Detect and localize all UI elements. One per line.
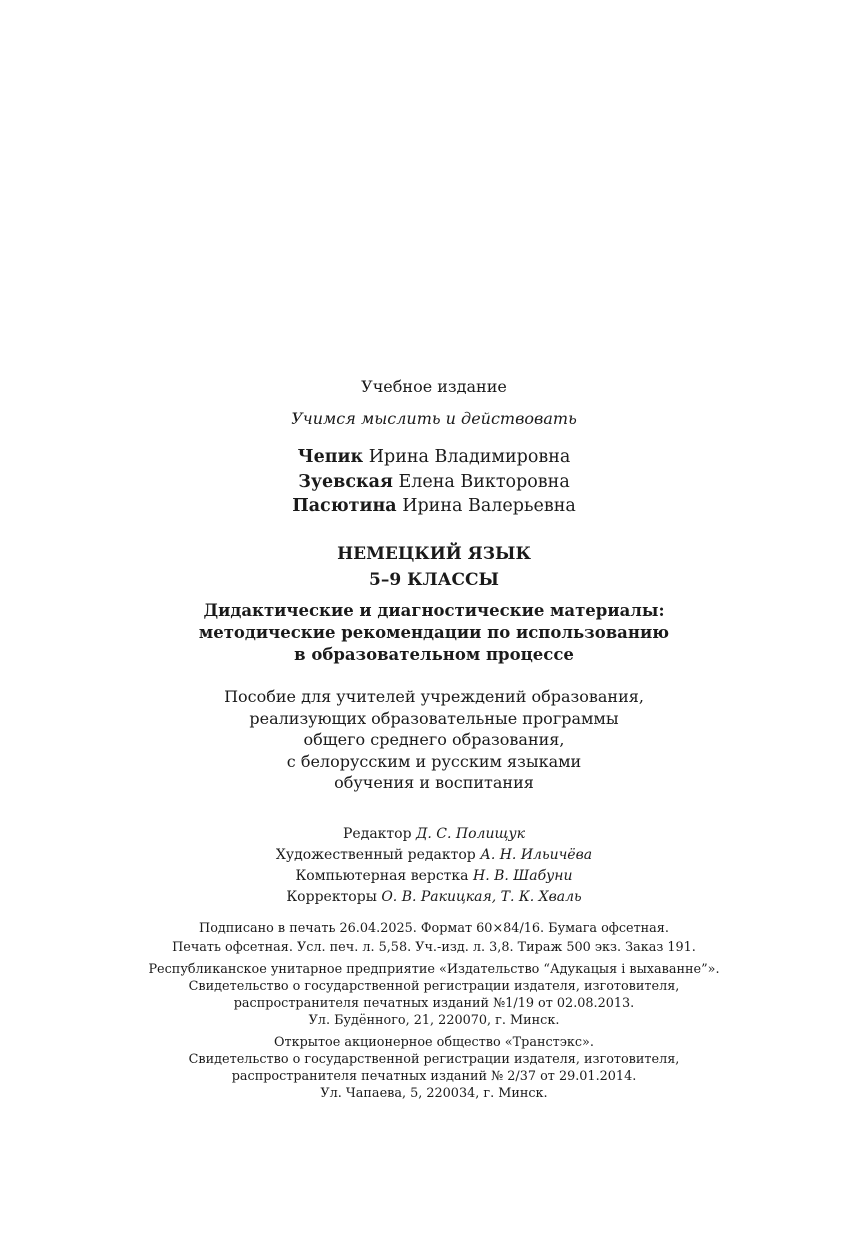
author-surname: Зуевская — [298, 471, 393, 492]
author-given-name: Елена Викторовна — [398, 471, 570, 492]
series-title — [0, 408, 868, 430]
credit-name: Д. С. Полищук — [416, 826, 525, 842]
publisher-line: Республиканское унитарное предприятие «Издательство “Адукацыя і выхаванне”». — [148, 962, 720, 977]
series-title-text: Учимся мыслить и действовать — [291, 409, 577, 428]
credit-role: Художественный редактор — [275, 847, 476, 863]
author-line — [0, 445, 868, 470]
credit-role: Редактор — [343, 826, 412, 842]
purpose-line: реализующих образовательные программы — [249, 708, 619, 728]
edition-type-text: Учебное издание — [361, 377, 507, 396]
printer-line: Свидетельство о государственной регистрации издателя, изготовителя, — [188, 1052, 680, 1067]
credit-line — [0, 845, 868, 866]
credit-line — [0, 887, 868, 908]
publisher-line: Свидетельство о государственной регистрации издателя, изготовителя, — [188, 979, 680, 994]
author-given-name: Ирина Владимировна — [368, 447, 571, 467]
credit-line — [0, 824, 868, 845]
book-subtitle — [0, 600, 868, 666]
author-given-name: Ирина Валерьевна — [402, 496, 576, 516]
purpose-line: с белорусским и русским языками — [286, 751, 582, 771]
author-surname: Чепик — [297, 447, 364, 467]
print-spec-line: Печать офсетная. Усл. печ. л. 5,58. Уч.-изд. л. 3,8. Тираж 500 экз. Заказ 191. — [172, 939, 696, 955]
purpose-statement — [0, 686, 868, 794]
printer-info — [0, 1034, 868, 1102]
credit-name: Н. В. Шабуни — [472, 868, 573, 884]
printer-line: Ул. Чапаева, 5, 220034, г. Минск. — [320, 1086, 548, 1101]
author-line — [0, 470, 868, 495]
publisher-info — [0, 961, 868, 1029]
printer-line: распространителя печатных изданий № 2/37 от 29.01.2014. — [231, 1069, 637, 1084]
purpose-line: Пособие для учителей учреждений образования, — [224, 687, 644, 706]
book-title-grades: 5–9 КЛАССЫ — [369, 570, 499, 590]
credit-name: А. Н. Ильичёва — [480, 847, 593, 863]
purpose-line: общего среднего образования, — [303, 730, 565, 749]
credit-role: Компьютерная верстка — [295, 868, 469, 884]
credit-name: О. В. Ракицкая, Т. К. Хваль — [381, 889, 582, 905]
print-specifications — [0, 920, 868, 957]
author-list — [0, 445, 868, 519]
credit-role: Корректоры — [286, 889, 377, 905]
book-title-subject: НЕМЕЦКИЙ ЯЗЫК — [337, 544, 531, 564]
author-line — [0, 494, 868, 519]
purpose-line: обучения и воспитания — [334, 773, 534, 792]
book-title — [0, 541, 868, 593]
credit-line — [0, 866, 868, 887]
subtitle-line: в образовательном процессе — [294, 645, 574, 664]
editorial-credits — [0, 824, 868, 908]
subtitle-line: Дидактические и диагностические материалы: — [203, 601, 665, 620]
publisher-line: Ул. Будённого, 21, 220070, г. Минск. — [308, 1013, 560, 1028]
print-spec-line: Подписано в печать 26.04.2025. Формат 60×84/16. Бумага офсетная. — [199, 921, 669, 936]
printer-line: Открытое акционерное общество «Транстэкс». — [274, 1035, 594, 1050]
edition-type — [0, 376, 868, 398]
publisher-line: распространителя печатных изданий №1/19 от 02.08.2013. — [233, 996, 635, 1011]
author-surname: Пасютина — [292, 496, 397, 516]
subtitle-line: методические рекомендации по использованию — [198, 623, 670, 642]
